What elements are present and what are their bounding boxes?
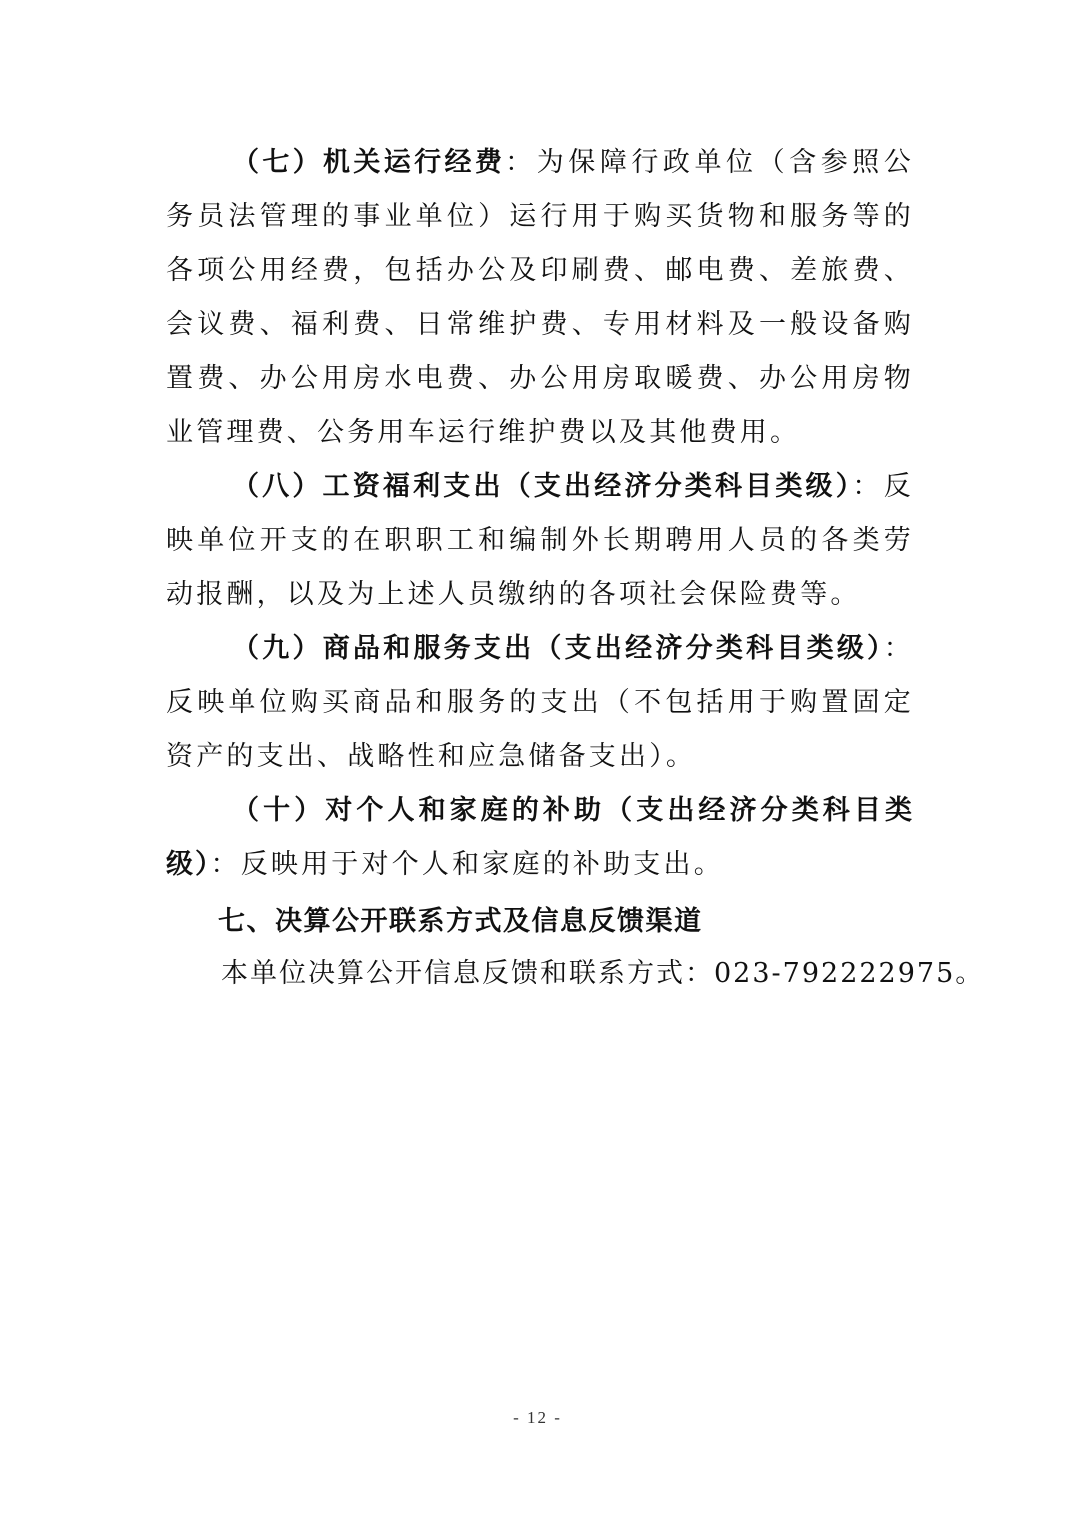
glossary-definition: ：为保障行政单位（含参照公务员法管理的事业单位）运行用于购买货物和服务等的各项公用经费，包括办公及印刷费、邮电费、差旅费、会议费、福利费、日常维护费、专用材料及一般设备购置费、办公用房水电费、办公用房取暖费、办公用房物业管理费、公务用车运行维护费以及其他费用。 xyxy=(166,147,914,448)
glossary-text-block xyxy=(166,136,914,892)
glossary-item-operating-expenses xyxy=(166,136,914,460)
glossary-term: （七）机关运行经费 xyxy=(232,147,506,178)
contact-info: 本单位决算公开信息反馈和联系方式：023-792222975。 xyxy=(221,958,985,989)
glossary-definition: ：反映单位开支的在职职工和编制外长期聘用人员的各类劳动报酬，以及为上述人员缴纳的各项社会保险费等。 xyxy=(166,471,915,610)
glossary-item-household-subsidy xyxy=(166,784,914,892)
glossary-definition: ：反映单位购买商品和服务的支出（不包括用于购置固定资产的支出、战略性和应急储备支出）。 xyxy=(166,633,914,772)
glossary-term: （八）工资福利支出（支出经济分类科目类级） xyxy=(232,471,853,502)
glossary-term: （九）商品和服务支出（支出经济分类科目类级） xyxy=(232,633,884,664)
glossary-term: （十）对个人和家庭的补助（支出经济分类科目类级） xyxy=(166,795,914,880)
glossary-item-salary-welfare xyxy=(166,460,914,622)
glossary-definition: ：反映用于对个人和家庭的补助支出。 xyxy=(210,849,724,880)
page-number: - 12 - xyxy=(513,1408,562,1427)
glossary-item-goods-services xyxy=(166,622,914,784)
section-heading: 七、决算公开联系方式及信息反馈渠道 xyxy=(218,906,703,937)
